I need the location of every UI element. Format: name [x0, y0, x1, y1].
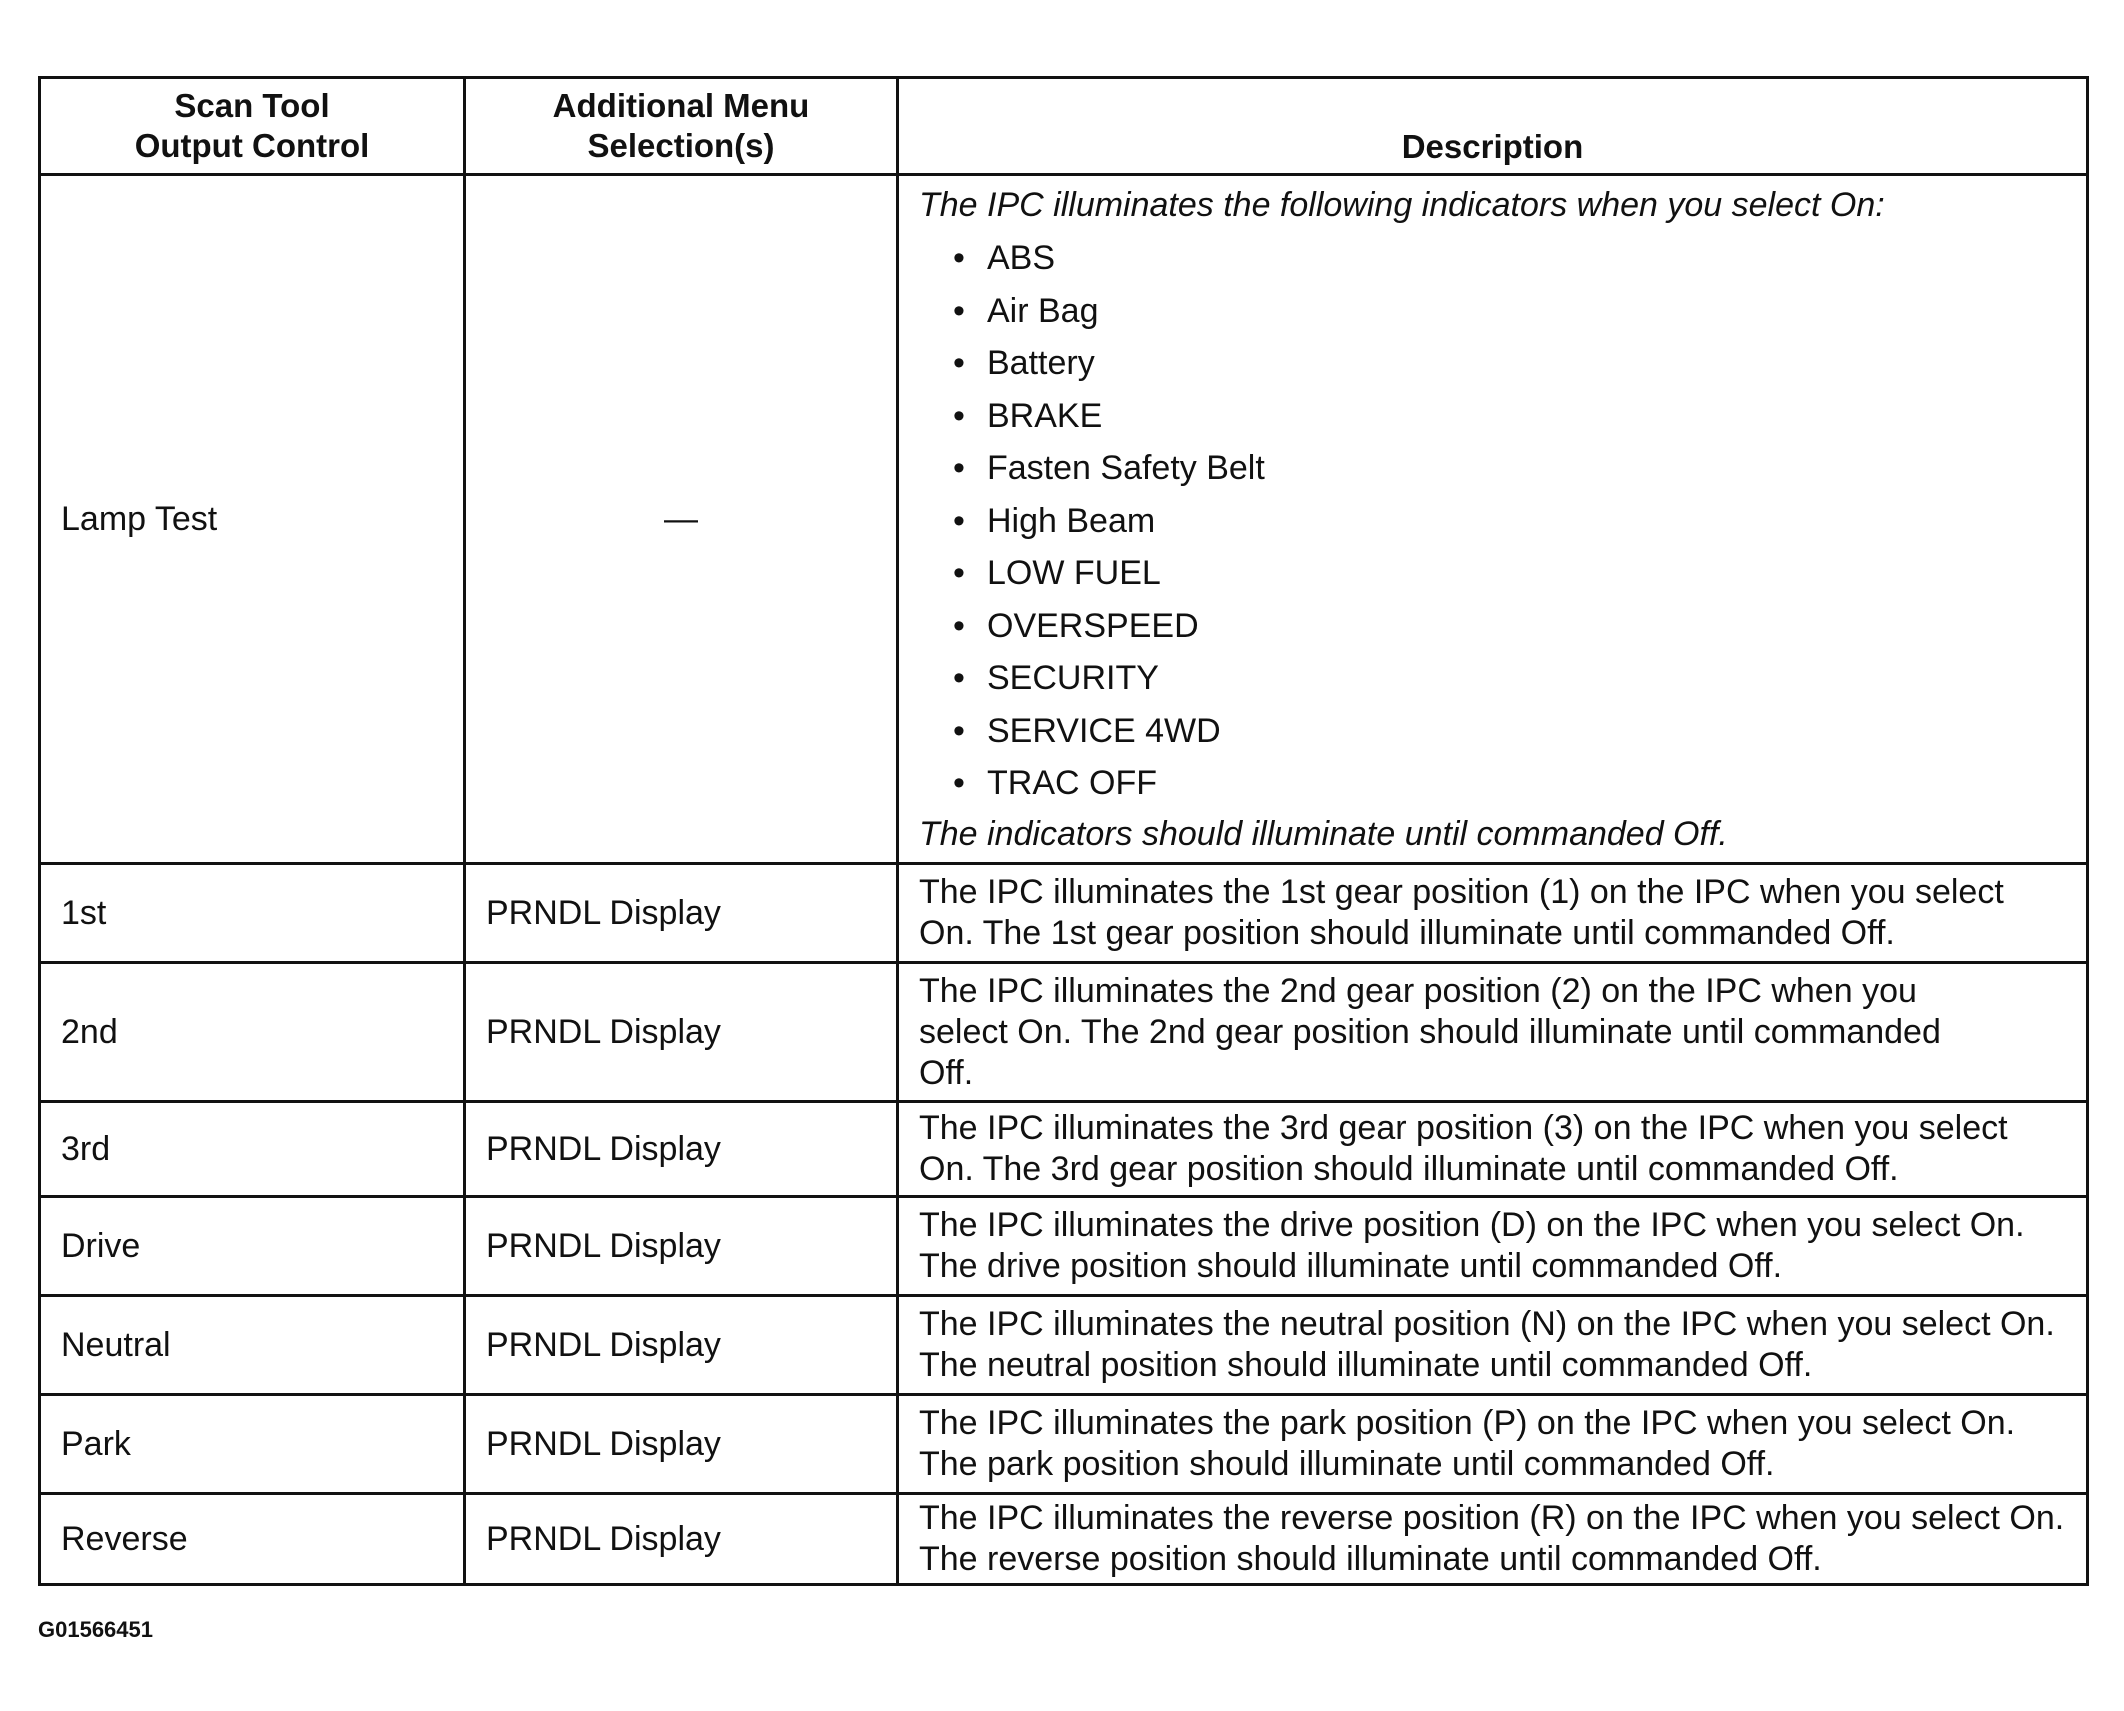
- indicator-list-item: • Battery: [987, 337, 2066, 390]
- cell-description: The IPC illuminates the park position (P) on the IPC when you select On. The park position should illuminate until commanded Off.: [898, 1395, 2088, 1494]
- indicator-list-item: • LOW FUEL: [987, 547, 2066, 600]
- cell-selection: —: [465, 175, 898, 864]
- header-line: Selection(s): [587, 127, 775, 164]
- cell-description: The IPC illuminates the 2nd gear position (2) on the IPC when you select On. The 2nd gear position should illuminate until commanded Off.: [898, 963, 2088, 1102]
- header-description: Description: [898, 78, 2088, 175]
- lamp-test-intro: The IPC illuminates the following indicators when you select On:: [919, 186, 1885, 225]
- cell-selection: PRNDL Display: [465, 963, 898, 1102]
- cell-control: Drive: [40, 1197, 465, 1296]
- cell-description: The IPC illuminates the reverse position (R) on the IPC when you select On. The reverse position should illuminate until commanded Off.: [898, 1494, 2088, 1585]
- cell-selection: PRNDL Display: [465, 1296, 898, 1395]
- indicator-list-item: • ABS: [987, 232, 2066, 285]
- cell-control: Lamp Test: [40, 175, 465, 864]
- cell-control: 3rd: [40, 1102, 465, 1197]
- cell-selection: PRNDL Display: [465, 864, 898, 963]
- table-row: [40, 1197, 2088, 1296]
- cell-selection: PRNDL Display: [465, 1102, 898, 1197]
- cell-control: Reverse: [40, 1494, 465, 1585]
- cell-selection: PRNDL Display: [465, 1197, 898, 1296]
- cell-control: Park: [40, 1395, 465, 1494]
- indicator-list: [919, 232, 2066, 810]
- indicator-list-item: • Air Bag: [987, 285, 2066, 338]
- header-line: Output Control: [134, 127, 370, 164]
- cell-description: The IPC illuminates the neutral position (N) on the IPC when you select On. The neutral position should illuminate until commanded Off.: [898, 1296, 2088, 1395]
- indicator-list-item: • SERVICE 4WD: [987, 705, 2066, 758]
- table-row: [40, 864, 2088, 963]
- header-line: Additional Menu: [552, 87, 810, 124]
- cell-control: Neutral: [40, 1296, 465, 1395]
- indicator-list-item: • OVERSPEED: [987, 600, 2066, 653]
- table-row-lamp-test: [40, 175, 2088, 864]
- indicator-list-item: • Fasten Safety Belt: [987, 442, 2066, 495]
- indicator-list-item: • BRAKE: [987, 390, 2066, 443]
- cell-selection: PRNDL Display: [465, 1395, 898, 1494]
- cell-description: The IPC illuminates the 1st gear position (1) on the IPC when you select On. The 1st gear position should illuminate until commanded Off.: [898, 864, 2088, 963]
- header-row: [40, 78, 2088, 175]
- table-row: [40, 1296, 2088, 1395]
- indicator-list-item: • TRAC OFF: [987, 757, 2066, 810]
- cell-control: 1st: [40, 864, 465, 963]
- cell-description: [898, 175, 2088, 864]
- header-line: Scan Tool: [174, 87, 330, 124]
- table-row: [40, 963, 2088, 1102]
- indicator-list-item: • High Beam: [987, 495, 2066, 548]
- cell-selection: PRNDL Display: [465, 1494, 898, 1585]
- output-control-table: [38, 76, 2089, 1586]
- header-additional-menu-selections: [465, 78, 898, 175]
- cell-control: 2nd: [40, 963, 465, 1102]
- table-row: [40, 1494, 2088, 1585]
- header-scan-tool-output-control: [40, 78, 465, 175]
- figure-id: G01566451: [38, 1617, 153, 1642]
- indicator-list-item: • SECURITY: [987, 652, 2066, 705]
- table-row: [40, 1395, 2088, 1494]
- cell-description: The IPC illuminates the drive position (D) on the IPC when you select On. The drive position should illuminate until commanded Off.: [898, 1197, 2088, 1296]
- table-row: [40, 1102, 2088, 1197]
- cell-description: The IPC illuminates the 3rd gear position (3) on the IPC when you select On. The 3rd gear position should illuminate until commanded Off.: [898, 1102, 2088, 1197]
- lamp-test-outro: The indicators should illuminate until commanded Off.: [919, 814, 1728, 853]
